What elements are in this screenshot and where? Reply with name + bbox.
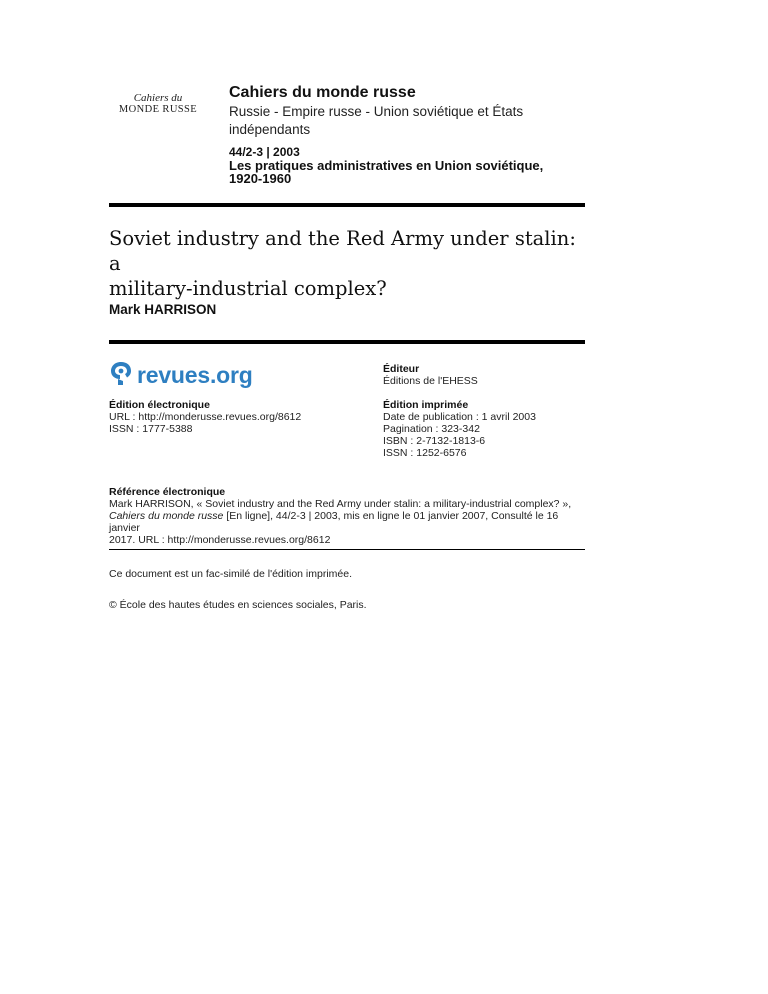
journal-logo xyxy=(108,92,208,116)
print-edition-heading: Édition imprimée xyxy=(383,399,469,411)
reference-line-3[interactable]: 2017. URL : http://monderusse.revues.org/8612 xyxy=(109,534,331,546)
print-edition-pagination: Pagination : 323-342 xyxy=(383,423,480,435)
publisher-heading: Éditeur xyxy=(383,363,420,375)
reference-journal-name: Cahiers du monde russe xyxy=(109,510,224,522)
issue-number: 44/2-3 | 2003 xyxy=(229,145,300,159)
logo-line-2: MONDE RUSSE xyxy=(118,104,198,115)
issue-theme-line-2: 1920-1960 xyxy=(229,171,292,186)
revues-logo[interactable] xyxy=(109,361,253,389)
issue-info xyxy=(229,146,589,185)
reference-line-2-rest: [En ligne], 44/2-3 | 2003, mis en ligne le 01 janvier 2007, Consulté le 16 janvier xyxy=(109,510,559,534)
logo-line-1: Cahiers du xyxy=(133,92,183,104)
middle-divider xyxy=(109,340,585,344)
print-edition-date: Date de publication : 1 avril 2003 xyxy=(383,411,536,423)
article-title-line-1: Soviet industry and the Red Army under stalin: a xyxy=(109,227,576,275)
article-title-line-2: military-industrial complex? xyxy=(109,277,387,300)
reference-line-1: Mark HARRISON, « Soviet industry and the Red Army under stalin: a military-industrial complex? », xyxy=(109,498,572,510)
print-edition-block xyxy=(383,399,536,459)
publisher-name: Éditions de l'EHESS xyxy=(383,375,478,387)
electronic-edition-issn: ISSN : 1777-5388 xyxy=(109,423,193,435)
revues-flower-icon xyxy=(109,360,133,391)
top-divider xyxy=(109,203,585,207)
copyright-note: © École des hautes études en sciences sociales, Paris. xyxy=(109,599,367,611)
electronic-reference xyxy=(109,486,585,546)
publisher-block xyxy=(383,363,478,387)
journal-subtitle-line-1: Russie - Empire russe - Union soviétique et États xyxy=(229,104,524,119)
article-author: Mark HARRISON xyxy=(109,302,217,317)
electronic-edition-url[interactable]: URL : http://monderusse.revues.org/8612 xyxy=(109,411,302,423)
electronic-edition-heading: Édition électronique xyxy=(109,399,210,411)
print-edition-issn: ISSN : 1252-6576 xyxy=(383,447,467,459)
bottom-divider xyxy=(109,549,585,550)
journal-title: Cahiers du monde russe xyxy=(229,84,416,101)
electronic-edition-block xyxy=(109,399,301,435)
print-edition-isbn: ISBN : 2-7132-1813-6 xyxy=(383,435,486,447)
article-title xyxy=(109,226,585,301)
issue-theme-line-1: Les pratiques administratives en Union soviétique, xyxy=(229,158,544,173)
journal-header xyxy=(229,83,589,139)
revues-wordmark: revues.org xyxy=(137,361,253,388)
reference-heading: Référence électronique xyxy=(109,486,226,498)
facsimile-note: Ce document est un fac-similé de l'édition imprimée. xyxy=(109,568,353,580)
journal-subtitle-line-2: indépendants xyxy=(229,122,311,137)
reference-line-2 xyxy=(109,510,585,534)
